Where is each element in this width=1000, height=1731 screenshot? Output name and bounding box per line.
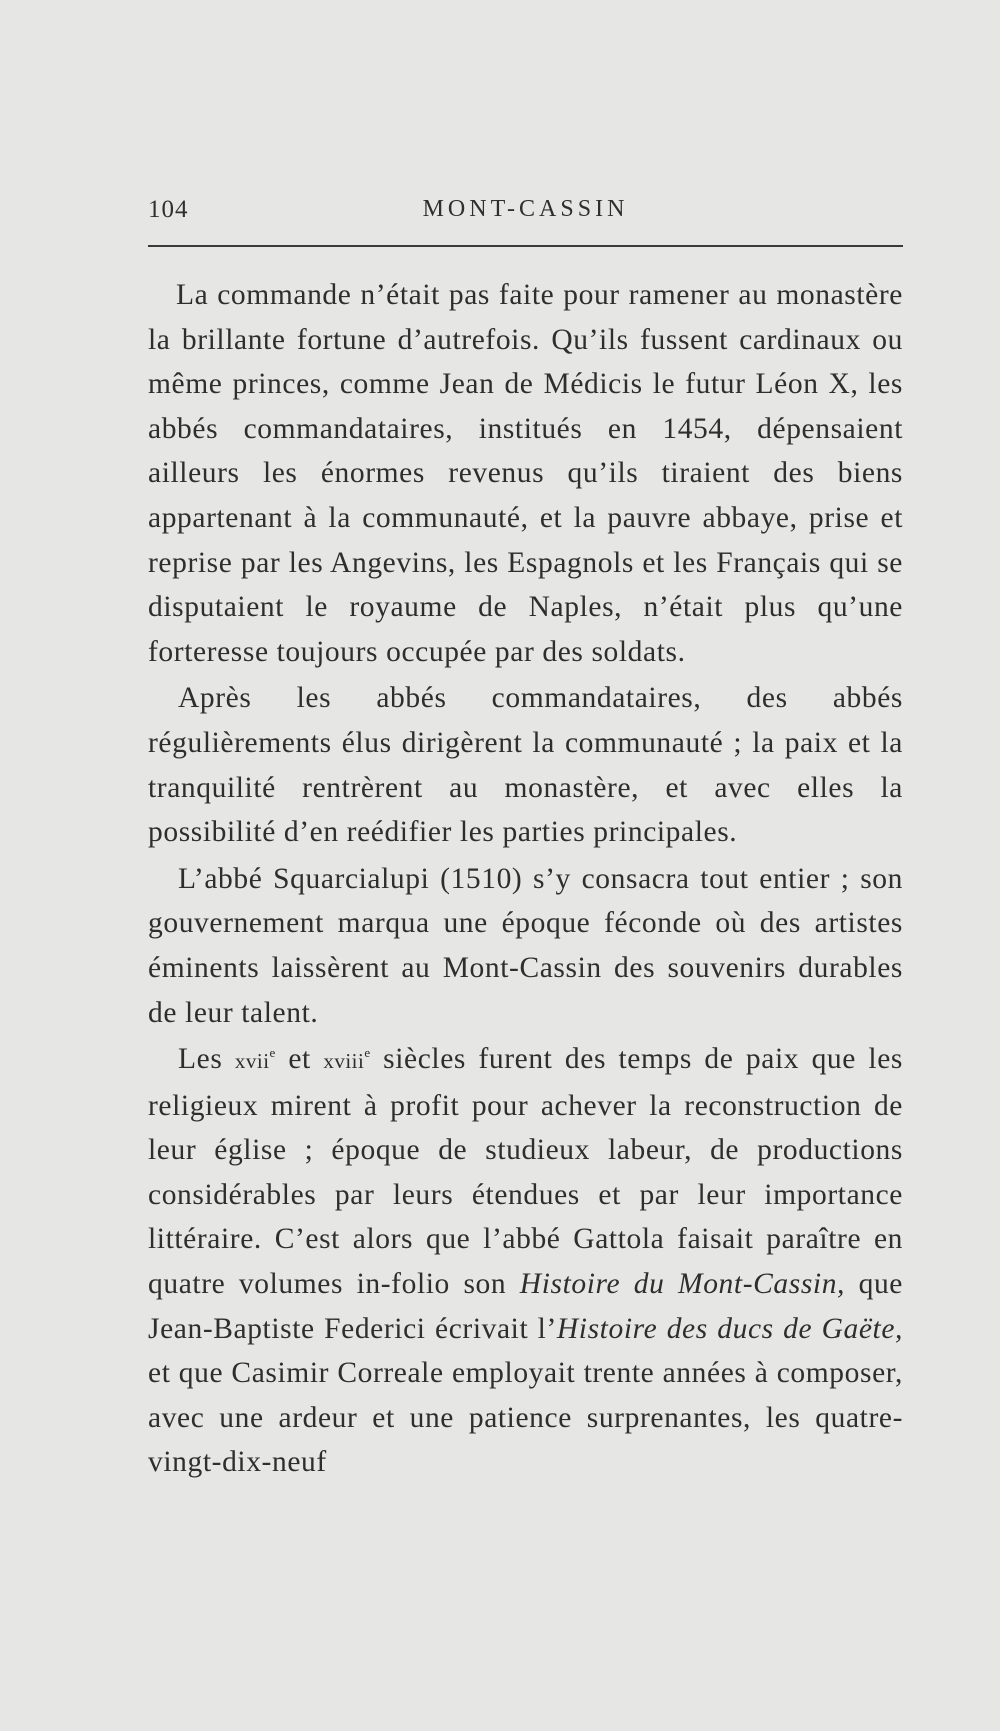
text-run: et bbox=[275, 1043, 324, 1076]
century-numeral: xviii bbox=[323, 1049, 365, 1074]
paragraph-abbes-reguliers: Après les abbés commandataires, des abbés régulièrements élus dirigèrent la communauté ; la paix et la tranquilité rentrèrent au monastère, et avec elles la possibilité d’en reédifier les parties principales. bbox=[148, 682, 903, 849]
book-title-histoire-ducs-gaete: Histoire des ducs de Gaëte, bbox=[556, 1312, 904, 1345]
paragraph-squarcialupi: L’abbé Squarcialupi (1510) s’y consacra tout entier ; son gouvernement marqua une époque féconde où des artistes éminents laissèrent au Mont-Cassin des souvenirs durables de leur talent. bbox=[148, 862, 903, 1029]
superscript: e bbox=[364, 1045, 371, 1061]
paragraph-xviie-xviiie bbox=[148, 1037, 903, 1485]
paragraph-commande: La commande n’était pas faite pour ramener au monastère la brillante fortune d’autrefois. Qu’ils fussent cardinaux ou même princes, comme Jean de Médicis le futur Léon X, les abbés commandataires, institués en 1454, dépensaient ailleurs les énormes revenus qu’ils tiraient des biens appartenant à la communauté, et la pauvre abbaye, prise et reprise par les Angevins, les Espagnols et les Français qui se disputaient le royaume de Naples, n’était plus qu’une forteresse toujours occupée par des soldats. bbox=[148, 279, 903, 668]
body-text bbox=[148, 273, 903, 1487]
text-run: siècles furent des temps de paix que les religieux mirent à profit pour achever la reconstruction de leur église ; époque de studieux labeur, de productions considérables par leurs étendues et par leur importance littéraire. C’est alors que l’abbé Gattola faisait paraître en quatre volumes in-folio son bbox=[148, 1043, 903, 1301]
book-title-histoire-mont-cassin: Histoire du Mont-Cassin, bbox=[519, 1268, 846, 1301]
header-rule bbox=[148, 245, 903, 247]
running-title: MONT-CASSIN bbox=[422, 196, 629, 222]
text-run: et que Casimir Correale employait trente années à composer, avec une ardeur et une patience surprenantes, les quatre-vingt-dix-neuf bbox=[148, 1357, 903, 1479]
page-number: 104 bbox=[148, 196, 189, 223]
superscript: e bbox=[269, 1045, 276, 1061]
text-run: que Jean-Baptiste Federici écrivait l’ bbox=[148, 1268, 903, 1345]
page-header bbox=[148, 196, 903, 230]
text-run: Les bbox=[178, 1043, 235, 1076]
century-numeral: xvii bbox=[234, 1049, 270, 1074]
